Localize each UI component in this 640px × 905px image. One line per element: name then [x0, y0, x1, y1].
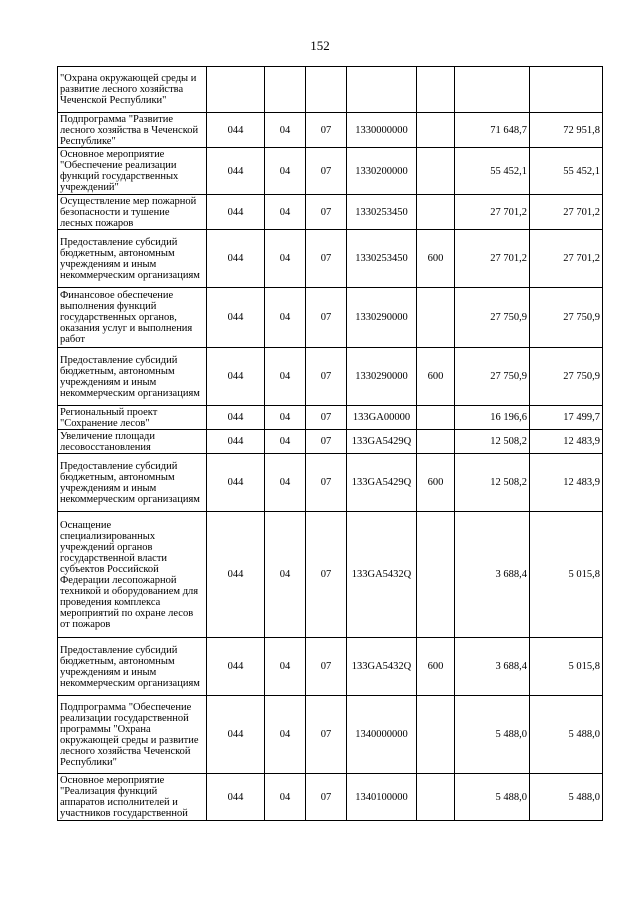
- cell-sum-1: 27 750,9: [455, 288, 530, 348]
- cell-sum-1: 3 688,4: [455, 638, 530, 696]
- cell-pr: 07: [306, 696, 347, 774]
- cell-vr: 600: [417, 230, 455, 288]
- table-row: [58, 774, 603, 821]
- cell-ved: 044: [207, 348, 265, 406]
- cell-ved: 044: [207, 230, 265, 288]
- page-number: 152: [310, 38, 330, 53]
- table-row: [58, 696, 603, 774]
- cell-vr: [417, 195, 455, 230]
- cell-sum-1: 12 508,2: [455, 454, 530, 512]
- cell-rz: 04: [265, 230, 306, 288]
- cell-sum-2: [530, 67, 603, 113]
- cell-vr: [417, 113, 455, 148]
- cell-vr: [417, 696, 455, 774]
- cell-vr: 600: [417, 638, 455, 696]
- cell-ved: 044: [207, 113, 265, 148]
- cell-name: Основное мероприятие "Реализация функций аппаратов исполнителей и участников государственной: [58, 774, 207, 821]
- cell-sum-2: 27 750,9: [530, 348, 603, 406]
- cell-ved: 044: [207, 774, 265, 821]
- table-row: [58, 348, 603, 406]
- table-row: [58, 430, 603, 454]
- cell-ved: 044: [207, 454, 265, 512]
- cell-ved: [207, 67, 265, 113]
- cell-name: Предоставление субсидий бюджетным, автономным учреждениям и иным некоммерческим организациям: [58, 454, 207, 512]
- cell-sum-2: 5 488,0: [530, 774, 603, 821]
- cell-pr: 07: [306, 512, 347, 638]
- table-row: [58, 288, 603, 348]
- cell-sum-2: 5 488,0: [530, 696, 603, 774]
- cell-name: Региональный проект "Сохранение лесов": [58, 406, 207, 430]
- table-row: [58, 512, 603, 638]
- cell-csr: 133GA5429Q: [347, 454, 417, 512]
- cell-sum-1: 16 196,6: [455, 406, 530, 430]
- cell-pr: 07: [306, 195, 347, 230]
- cell-pr: 07: [306, 148, 347, 195]
- cell-sum-2: 12 483,9: [530, 430, 603, 454]
- cell-name: Осуществление мер пожарной безопасности и тушение лесных пожаров: [58, 195, 207, 230]
- cell-ved: 044: [207, 512, 265, 638]
- table-row: [58, 454, 603, 512]
- cell-vr: [417, 288, 455, 348]
- cell-sum-2: 72 951,8: [530, 113, 603, 148]
- cell-name: Подпрограмма "Обеспечение реализации государственной программы "Охрана окружающей среды и развитие лесного хозяйства Чеченской Республики": [58, 696, 207, 774]
- table-row: [58, 638, 603, 696]
- cell-pr: 07: [306, 113, 347, 148]
- table-row: [58, 406, 603, 430]
- table-row: [58, 195, 603, 230]
- cell-vr: 600: [417, 348, 455, 406]
- cell-ved: 044: [207, 195, 265, 230]
- cell-csr: 1330290000: [347, 288, 417, 348]
- cell-sum-1: 71 648,7: [455, 113, 530, 148]
- cell-pr: 07: [306, 230, 347, 288]
- cell-vr: [417, 430, 455, 454]
- cell-pr: 07: [306, 454, 347, 512]
- cell-rz: 04: [265, 454, 306, 512]
- cell-csr: 1330200000: [347, 148, 417, 195]
- cell-sum-2: 12 483,9: [530, 454, 603, 512]
- cell-vr: [417, 512, 455, 638]
- cell-vr: [417, 148, 455, 195]
- cell-csr: 133GA5432Q: [347, 512, 417, 638]
- cell-csr: 1340000000: [347, 696, 417, 774]
- cell-pr: 07: [306, 430, 347, 454]
- cell-rz: 04: [265, 406, 306, 430]
- cell-rz: 04: [265, 288, 306, 348]
- cell-csr: 1340100000: [347, 774, 417, 821]
- cell-sum-1: 12 508,2: [455, 430, 530, 454]
- cell-sum-2: 27 701,2: [530, 195, 603, 230]
- cell-pr: 07: [306, 774, 347, 821]
- cell-pr: 07: [306, 288, 347, 348]
- cell-csr: 133GA00000: [347, 406, 417, 430]
- budget-table: [57, 66, 603, 821]
- cell-name: Предоставление субсидий бюджетным, автономным учреждениям и иным некоммерческим организациям: [58, 638, 207, 696]
- cell-name: Оснащение специализированных учреждений органов государственной власти субъектов Российской Федерации лесопожарной техникой и оборудованием для проведения комплекса мероприятий по охране лесов от пожаров: [58, 512, 207, 638]
- cell-pr: 07: [306, 638, 347, 696]
- cell-pr: [306, 67, 347, 113]
- cell-vr: 600: [417, 454, 455, 512]
- table-body: [58, 67, 603, 821]
- cell-sum-2: 55 452,1: [530, 148, 603, 195]
- cell-sum-2: 27 750,9: [530, 288, 603, 348]
- cell-sum-1: 27 701,2: [455, 195, 530, 230]
- table-row: [58, 67, 603, 113]
- cell-sum-1: 3 688,4: [455, 512, 530, 638]
- cell-name: Предоставление субсидий бюджетным, автономным учреждениям и иным некоммерческим организациям: [58, 348, 207, 406]
- cell-sum-1: 5 488,0: [455, 774, 530, 821]
- cell-csr: 133GA5432Q: [347, 638, 417, 696]
- cell-ved: 044: [207, 148, 265, 195]
- cell-vr: [417, 774, 455, 821]
- cell-sum-1: 27 701,2: [455, 230, 530, 288]
- table-row: [58, 113, 603, 148]
- cell-rz: 04: [265, 195, 306, 230]
- cell-csr: 133GA5429Q: [347, 430, 417, 454]
- cell-csr: 1330290000: [347, 348, 417, 406]
- cell-rz: 04: [265, 696, 306, 774]
- cell-rz: 04: [265, 430, 306, 454]
- cell-csr: 1330253450: [347, 230, 417, 288]
- cell-sum-2: 17 499,7: [530, 406, 603, 430]
- cell-csr: [347, 67, 417, 113]
- cell-name: Увеличение площади лесовосстановления: [58, 430, 207, 454]
- cell-ved: 044: [207, 696, 265, 774]
- cell-csr: 1330000000: [347, 113, 417, 148]
- cell-name: Предоставление субсидий бюджетным, автономным учреждениям и иным некоммерческим организациям: [58, 230, 207, 288]
- table-row: [58, 148, 603, 195]
- cell-sum-1: 55 452,1: [455, 148, 530, 195]
- cell-ved: 044: [207, 430, 265, 454]
- cell-sum-2: 5 015,8: [530, 638, 603, 696]
- cell-pr: 07: [306, 406, 347, 430]
- cell-vr: [417, 67, 455, 113]
- cell-sum-2: 5 015,8: [530, 512, 603, 638]
- cell-name: Подпрограмма "Развитие лесного хозяйства в Чеченской Республике": [58, 113, 207, 148]
- cell-rz: 04: [265, 148, 306, 195]
- cell-name: "Охрана окружающей среды и развитие лесного хозяйства Чеченской Республики": [58, 67, 207, 113]
- cell-sum-1: [455, 67, 530, 113]
- cell-name: Финансовое обеспечение выполнения функций государственных органов, оказания услуг и выполнения работ: [58, 288, 207, 348]
- cell-sum-1: 5 488,0: [455, 696, 530, 774]
- cell-rz: 04: [265, 512, 306, 638]
- cell-ved: 044: [207, 288, 265, 348]
- cell-vr: [417, 406, 455, 430]
- cell-pr: 07: [306, 348, 347, 406]
- cell-sum-1: 27 750,9: [455, 348, 530, 406]
- cell-sum-2: 27 701,2: [530, 230, 603, 288]
- table-row: [58, 230, 603, 288]
- cell-rz: 04: [265, 638, 306, 696]
- cell-rz: 04: [265, 348, 306, 406]
- cell-ved: 044: [207, 406, 265, 430]
- cell-rz: 04: [265, 774, 306, 821]
- cell-rz: [265, 67, 306, 113]
- cell-rz: 04: [265, 113, 306, 148]
- cell-ved: 044: [207, 638, 265, 696]
- cell-name: Основное мероприятие "Обеспечение реализации функций государственных учреждений": [58, 148, 207, 195]
- cell-csr: 1330253450: [347, 195, 417, 230]
